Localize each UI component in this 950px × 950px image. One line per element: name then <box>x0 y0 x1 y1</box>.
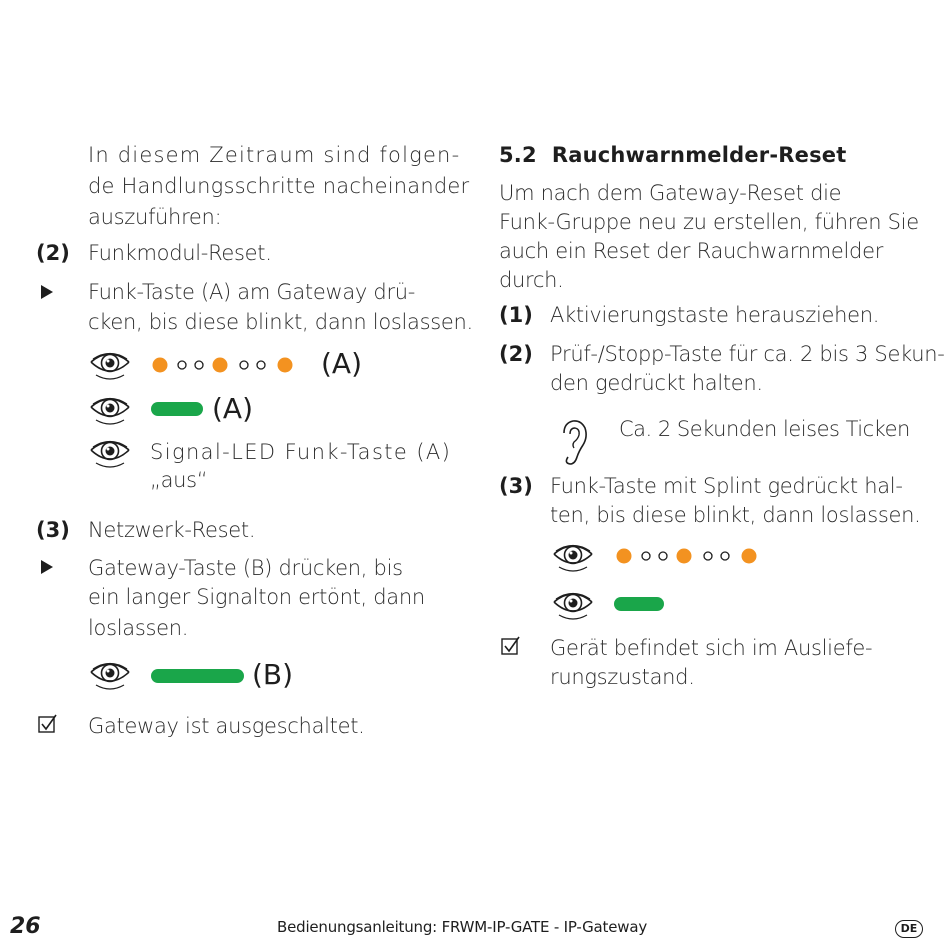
bullet-2-line-1: Gateway-Taste (B) drücken, bis <box>88 556 403 580</box>
right-step-1-text: Aktivierungstaste herausziehen. <box>550 303 880 327</box>
intro-line-1: In diesem Zeitraum sind folgen- <box>88 143 461 167</box>
right-result-line-2: rungszustand. <box>550 665 695 689</box>
ear-icon <box>560 417 590 467</box>
page-number: 26 <box>10 914 41 939</box>
right-step-3-line-1: Funk-Taste mit Splint gedrückt hal- <box>550 474 903 498</box>
right-step-3-line-2: ten, bis diese blinkt, dann loslassen. <box>550 503 921 527</box>
step-3-text: Netzwerk-Reset. <box>88 518 256 542</box>
signal-led-text-line-1: Signal-LED Funk-Taste (A) <box>150 440 452 464</box>
signal-led-text-line-2: „aus“ <box>150 468 208 492</box>
eye-icon <box>88 658 132 694</box>
arrow-right-icon <box>41 285 53 299</box>
bullet-2-line-2: ein langer Signalton ertönt, dann <box>88 585 425 609</box>
eye-icon <box>88 393 132 429</box>
led-label-a: (A) <box>212 392 254 425</box>
step-3-number: (3) <box>36 518 70 542</box>
checkbox-icon <box>38 714 58 734</box>
section-heading: 5.2 Rauchwarnmelder-Reset <box>499 143 847 167</box>
led-green-short <box>614 597 664 611</box>
eye-icon <box>551 540 595 576</box>
right-intro-line-3: auch ein Reset der Rauchwarnmelder <box>499 239 884 263</box>
led-label-b: (B) <box>252 658 294 691</box>
eye-icon <box>88 348 132 384</box>
right-intro-line-2: Funk-Gruppe neu zu erstellen, führen Sie <box>499 210 919 234</box>
led-green-long <box>151 669 244 683</box>
right-step-2-line-1: Prüf-/Stopp-Taste für ca. 2 bis 3 Sekun- <box>550 342 945 366</box>
right-step-1-number: (1) <box>499 303 533 327</box>
sound-text: Ca. 2 Sekunden leises Ticken <box>619 417 910 441</box>
right-step-3-number: (3) <box>499 474 533 498</box>
intro-line-2: de Handlungsschritte nacheinander <box>88 174 470 198</box>
result-text: Gateway ist ausgeschaltet. <box>88 714 365 738</box>
checkbox-icon <box>501 636 521 656</box>
led-green-short <box>151 402 203 416</box>
right-step-2-line-2: den gedrückt halten. <box>550 371 763 395</box>
bullet-2-line-3: loslassen. <box>88 616 189 640</box>
led-label-a: (A) <box>321 347 363 380</box>
right-intro-line-4: durch. <box>499 268 564 292</box>
language-badge: DE <box>895 920 923 938</box>
step-2-text: Funkmodul-Reset. <box>88 241 272 265</box>
eye-icon <box>551 588 595 624</box>
bullet-1-line-2: cken, bis diese blinkt, dann loslassen. <box>88 310 473 334</box>
eye-icon <box>88 436 132 472</box>
bullet-1-line-1: Funk-Taste (A) am Gateway drü- <box>88 280 416 304</box>
led-blink-pattern <box>150 354 300 376</box>
right-intro-line-1: Um nach dem Gateway-Reset die <box>499 181 842 205</box>
manual-title: Bedienungsanleitung: FRWM-IP-GATE - IP-Gateway <box>277 918 647 936</box>
led-blink-pattern <box>614 545 764 567</box>
right-step-2-number: (2) <box>499 342 533 366</box>
right-result-line-1: Gerät befindet sich im Ausliefe- <box>550 636 873 660</box>
step-2-number: (2) <box>36 241 70 265</box>
arrow-right-icon <box>41 560 53 574</box>
intro-line-3: auszuführen: <box>88 205 222 229</box>
